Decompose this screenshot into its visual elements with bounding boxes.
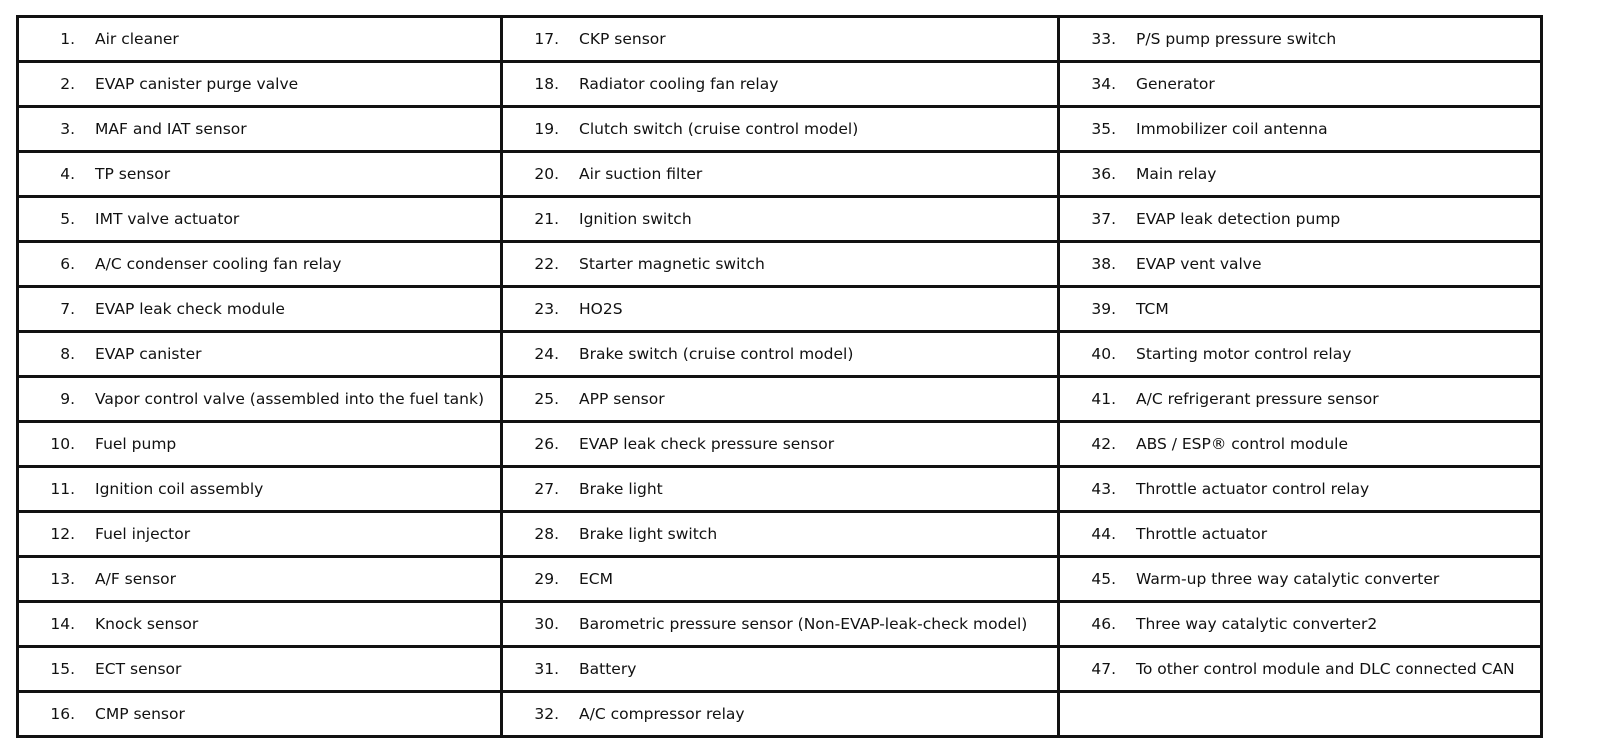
legend-cell <box>1059 692 1542 737</box>
legend-cell <box>1059 17 1542 62</box>
item-label: IMT valve actuator <box>95 210 240 228</box>
legend-row <box>18 512 1542 557</box>
item-number: 33. <box>1091 30 1116 48</box>
item-number: 36. <box>1091 165 1116 183</box>
item-number: 2. <box>60 75 75 93</box>
legend-row <box>18 242 1542 287</box>
item-label: Fuel injector <box>95 525 191 543</box>
item-number: 45. <box>1091 570 1116 588</box>
item-label: A/F sensor <box>95 570 177 588</box>
item-number: 26. <box>534 435 559 453</box>
item-number: 47. <box>1091 660 1116 678</box>
item-number: 21. <box>534 210 559 228</box>
legend-cell <box>1059 242 1542 287</box>
item-label: ECM <box>579 570 613 588</box>
item-label: CKP sensor <box>579 30 666 48</box>
legend-cell <box>502 377 1059 422</box>
item-number: 38. <box>1091 255 1116 273</box>
item-number: 23. <box>534 300 559 318</box>
item-number: 40. <box>1091 345 1116 363</box>
item-number: 37. <box>1091 210 1116 228</box>
item-label: Brake switch (cruise control model) <box>579 345 854 363</box>
legend-row <box>18 152 1542 197</box>
legend-row <box>18 17 1542 62</box>
legend-cell <box>18 332 502 377</box>
legend-cell <box>1059 647 1542 692</box>
legend-cell <box>18 467 502 512</box>
item-number: 4. <box>60 165 75 183</box>
item-number: 1. <box>60 30 75 48</box>
component-legend-table <box>16 15 1543 738</box>
legend-cell <box>502 17 1059 62</box>
item-number: 41. <box>1091 390 1116 408</box>
item-label: Knock sensor <box>95 615 199 633</box>
legend-row <box>18 467 1542 512</box>
legend-cell <box>18 512 502 557</box>
legend-cell <box>18 17 502 62</box>
legend-row <box>18 692 1542 737</box>
item-label: TCM <box>1136 300 1169 318</box>
item-number: 28. <box>534 525 559 543</box>
item-number: 18. <box>534 75 559 93</box>
item-label: Fuel pump <box>95 435 177 453</box>
item-label: Barometric pressure sensor (Non-EVAP-leak-check model) <box>579 615 1028 633</box>
legend-cell <box>1059 152 1542 197</box>
item-number: 15. <box>50 660 75 678</box>
legend-row <box>18 107 1542 152</box>
item-label: Main relay <box>1136 165 1217 183</box>
legend-cell <box>1059 512 1542 557</box>
legend-row <box>18 62 1542 107</box>
item-number: 44. <box>1091 525 1116 543</box>
item-number: 31. <box>534 660 559 678</box>
legend-cell <box>18 692 502 737</box>
item-number: 22. <box>534 255 559 273</box>
item-number: 16. <box>50 705 75 723</box>
item-number: 20. <box>534 165 559 183</box>
item-label: Ignition switch <box>579 210 692 228</box>
item-label: Brake light <box>579 480 663 498</box>
item-number: 14. <box>50 615 75 633</box>
item-label: Throttle actuator <box>1136 525 1268 543</box>
legend-cell <box>502 332 1059 377</box>
item-label: Radiator cooling fan relay <box>579 75 779 93</box>
legend-cell <box>1059 332 1542 377</box>
legend-cell <box>18 242 502 287</box>
item-number: 12. <box>50 525 75 543</box>
item-number: 7. <box>60 300 75 318</box>
legend-cell <box>1059 107 1542 152</box>
item-number: 17. <box>534 30 559 48</box>
legend-row <box>18 422 1542 467</box>
legend-cell <box>502 422 1059 467</box>
item-number: 19. <box>534 120 559 138</box>
legend-cell <box>502 467 1059 512</box>
legend-cell <box>502 287 1059 332</box>
item-label: EVAP leak check module <box>95 300 285 318</box>
item-label: Air cleaner <box>95 30 179 48</box>
legend-cell <box>18 377 502 422</box>
item-number: 42. <box>1091 435 1116 453</box>
item-number: 9. <box>60 390 75 408</box>
item-label: Brake light switch <box>579 525 718 543</box>
item-number: 10. <box>50 435 75 453</box>
legend-row <box>18 602 1542 647</box>
item-label: Vapor control valve (assembled into the fuel tank) <box>95 390 485 408</box>
legend-cell <box>18 107 502 152</box>
item-label: A/C refrigerant pressure sensor <box>1136 390 1379 408</box>
legend-cell <box>18 152 502 197</box>
legend-cell <box>18 557 502 602</box>
item-number: 32. <box>534 705 559 723</box>
legend-cell <box>1059 557 1542 602</box>
legend-row <box>18 377 1542 422</box>
item-label: Ignition coil assembly <box>95 480 264 498</box>
legend-cell <box>502 692 1059 737</box>
legend-cell <box>1059 287 1542 332</box>
legend-cell <box>1059 422 1542 467</box>
item-label: P/S pump pressure switch <box>1136 30 1337 48</box>
legend-cell <box>1059 467 1542 512</box>
item-number: 25. <box>534 390 559 408</box>
legend-body <box>18 17 1542 737</box>
legend-cell <box>502 107 1059 152</box>
legend-row <box>18 557 1542 602</box>
legend-cell <box>18 422 502 467</box>
item-label: MAF and IAT sensor <box>95 120 247 138</box>
item-label: ABS / ESP® control module <box>1136 435 1349 453</box>
item-number: 39. <box>1091 300 1116 318</box>
legend-row <box>18 197 1542 242</box>
legend-cell <box>1059 377 1542 422</box>
legend-row <box>18 647 1542 692</box>
item-number: 43. <box>1091 480 1116 498</box>
legend-cell <box>18 647 502 692</box>
item-number: 3. <box>60 120 75 138</box>
legend-cell <box>502 62 1059 107</box>
item-number: 29. <box>534 570 559 588</box>
item-number: 30. <box>534 615 559 633</box>
item-number: 34. <box>1091 75 1116 93</box>
legend-cell <box>502 512 1059 557</box>
item-label: Starter magnetic switch <box>579 255 765 273</box>
item-number: 5. <box>60 210 75 228</box>
item-label: HO2S <box>579 300 623 318</box>
item-label: EVAP canister purge valve <box>95 75 299 93</box>
item-label: A/C condenser cooling fan relay <box>95 255 342 273</box>
item-label: Air suction filter <box>579 165 703 183</box>
item-label: A/C compressor relay <box>579 705 745 723</box>
legend-cell <box>502 602 1059 647</box>
item-label: EVAP leak check pressure sensor <box>579 435 835 453</box>
legend-cell <box>18 602 502 647</box>
item-label: TP sensor <box>95 165 171 183</box>
legend-cell <box>502 197 1059 242</box>
item-label: APP sensor <box>579 390 665 408</box>
item-number: 35. <box>1091 120 1116 138</box>
legend-row <box>18 332 1542 377</box>
item-number: 13. <box>50 570 75 588</box>
item-number: 11. <box>50 480 75 498</box>
item-label: Generator <box>1136 75 1215 93</box>
item-label: To other control module and DLC connected CAN <box>1136 660 1515 678</box>
legend-cell <box>1059 197 1542 242</box>
item-label: Immobilizer coil antenna <box>1136 120 1328 138</box>
legend-cell <box>18 287 502 332</box>
legend-cell <box>18 62 502 107</box>
item-label: Throttle actuator control relay <box>1136 480 1370 498</box>
legend-cell <box>502 242 1059 287</box>
item-number: 46. <box>1091 615 1116 633</box>
item-label: CMP sensor <box>95 705 185 723</box>
legend-row <box>18 287 1542 332</box>
item-number: 24. <box>534 345 559 363</box>
item-number: 27. <box>534 480 559 498</box>
legend-cell <box>1059 62 1542 107</box>
item-label: Three way catalytic converter2 <box>1136 615 1378 633</box>
item-number: 6. <box>60 255 75 273</box>
item-label: Warm-up three way catalytic converter <box>1136 570 1440 588</box>
item-label: EVAP leak detection pump <box>1136 210 1341 228</box>
legend-cell <box>1059 602 1542 647</box>
item-label: Starting motor control relay <box>1136 345 1352 363</box>
legend-cell <box>502 647 1059 692</box>
item-label: ECT sensor <box>95 660 182 678</box>
item-label: Clutch switch (cruise control model) <box>579 120 859 138</box>
item-label: Battery <box>579 660 637 678</box>
item-label: EVAP vent valve <box>1136 255 1262 273</box>
legend-cell <box>18 197 502 242</box>
item-number: 8. <box>60 345 75 363</box>
legend-cell <box>502 557 1059 602</box>
item-label: EVAP canister <box>95 345 202 363</box>
legend-cell <box>502 152 1059 197</box>
